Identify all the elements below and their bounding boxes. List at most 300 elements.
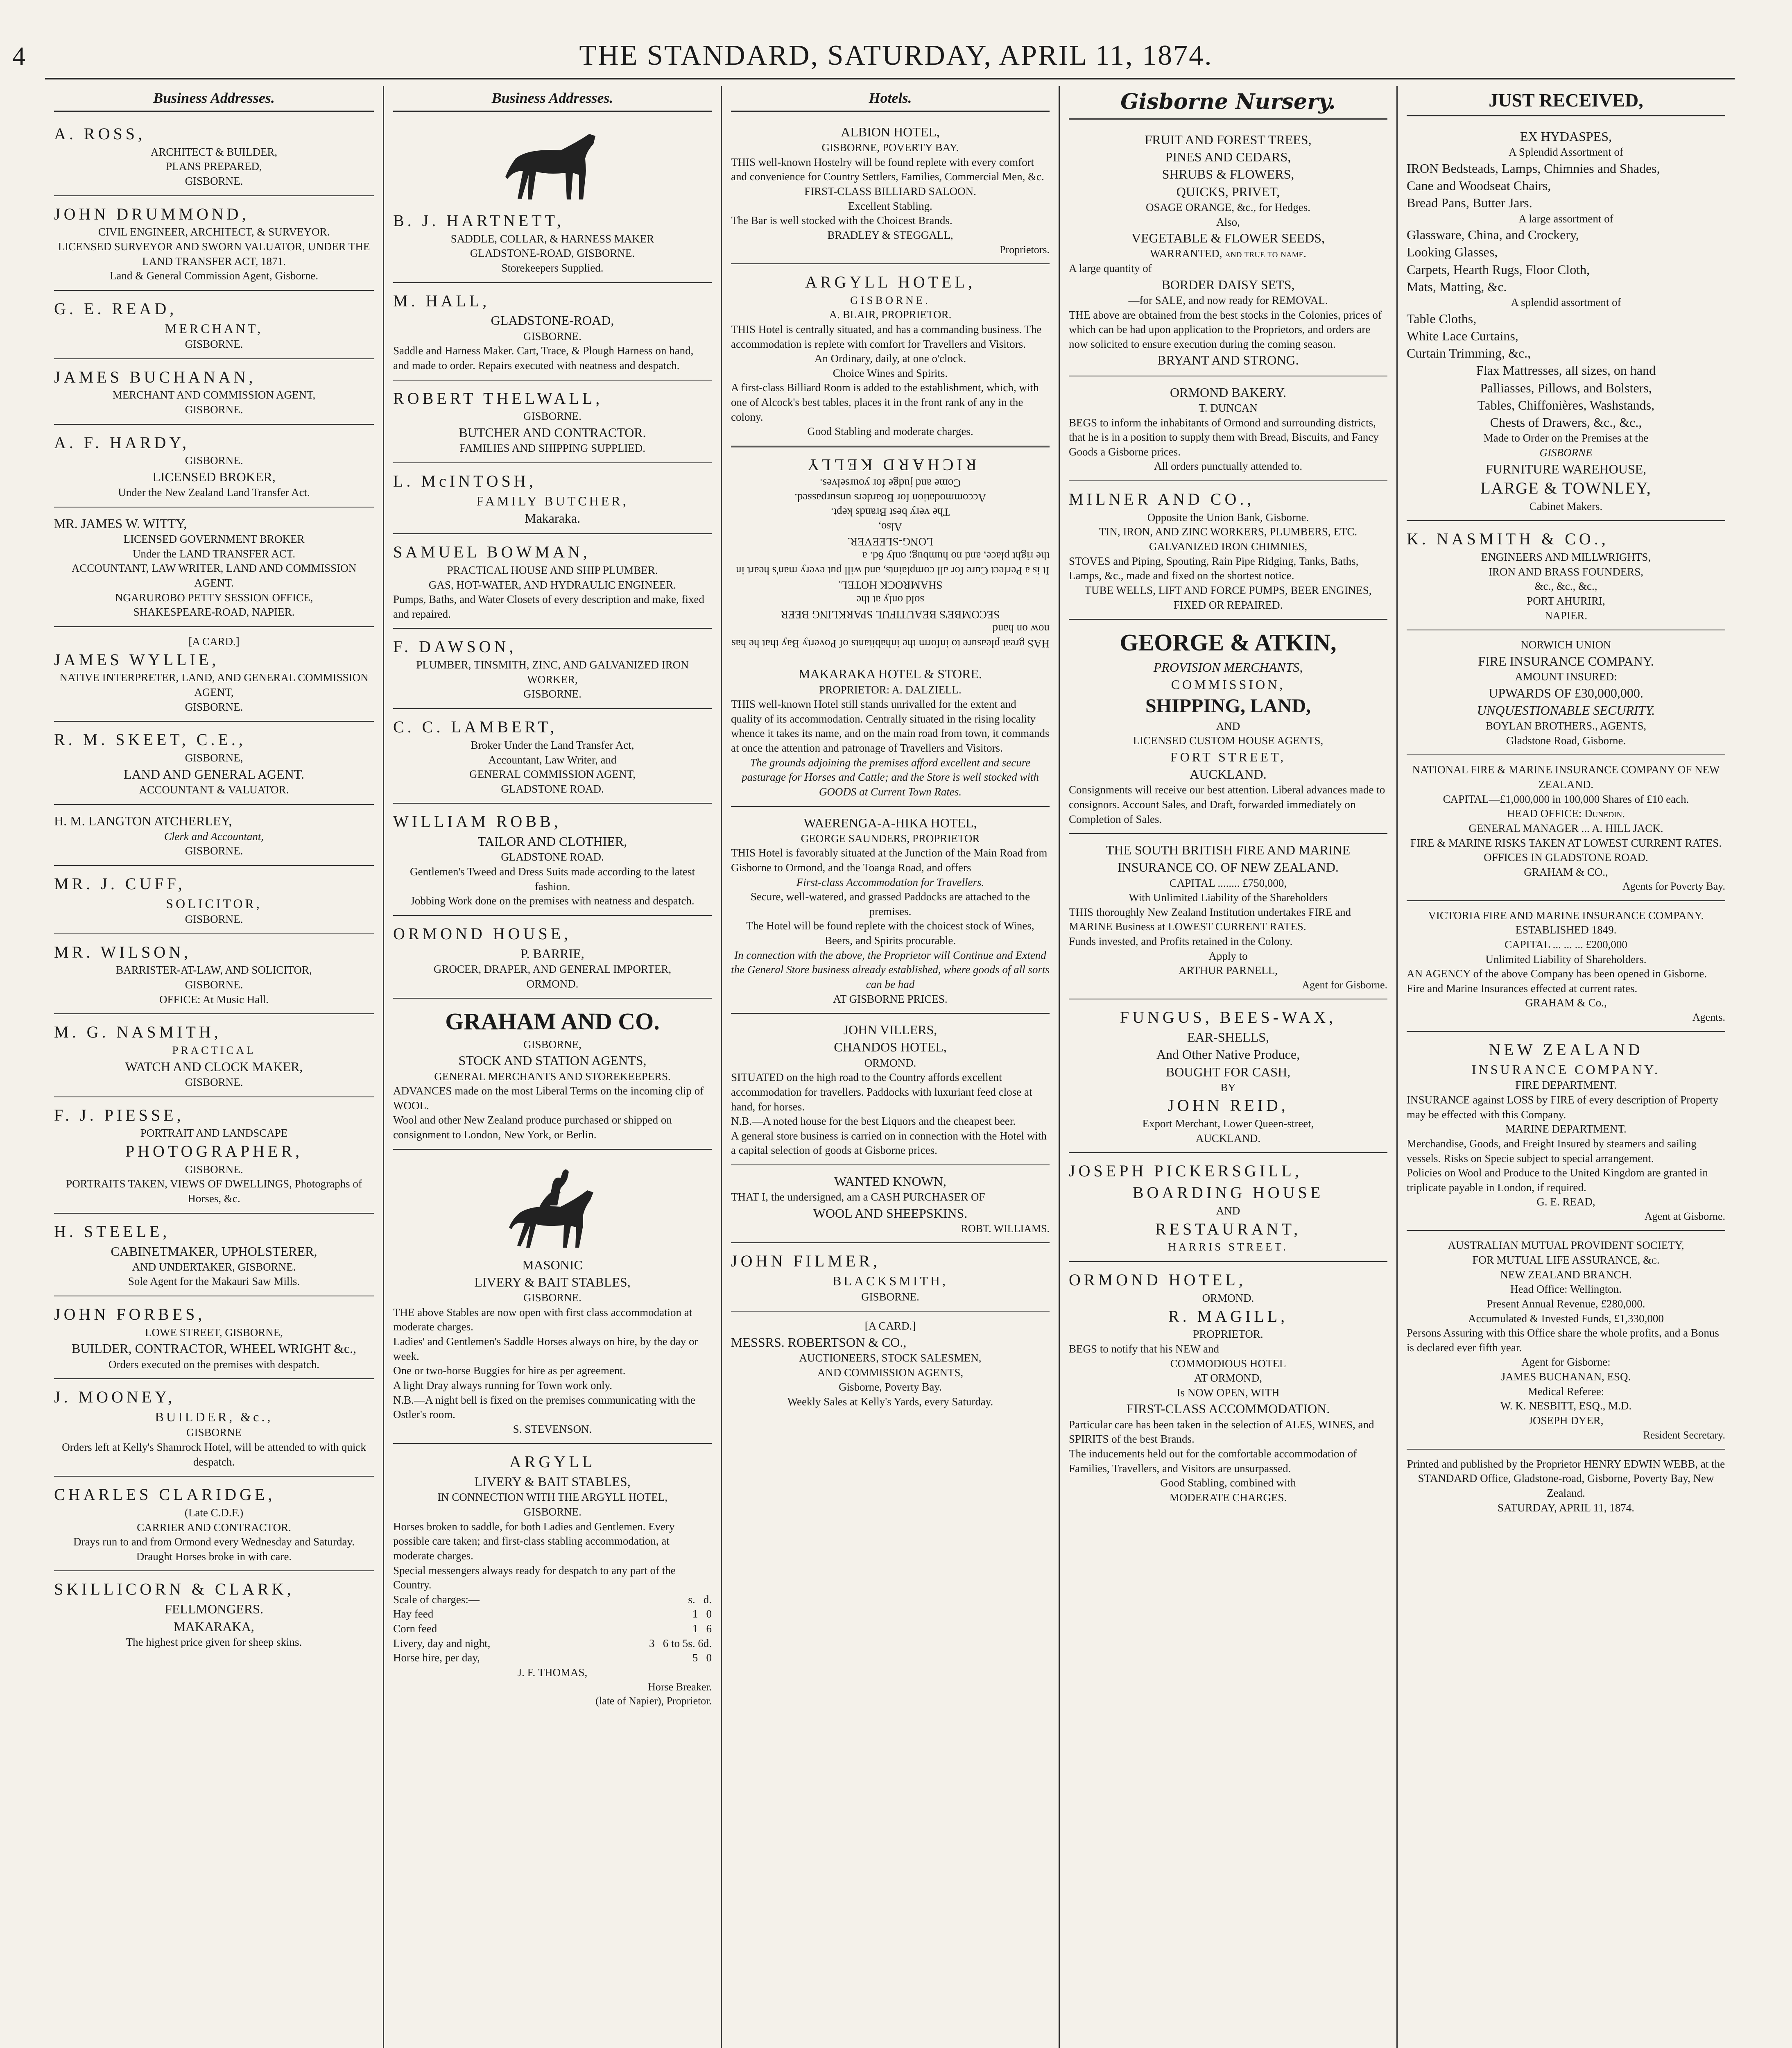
ad-line: A Splendid Assortment of xyxy=(1509,146,1623,159)
ad-line: THIS Hotel is centrally situated, and has a commanding business. The accommodation is replete with comfort for Travellers and Visitors. xyxy=(731,323,1042,350)
ad-line: AT ORMOND, xyxy=(1194,1372,1263,1384)
ad-line: BUILDER, CONTRACTOR, WHEEL WRIGHT &c., xyxy=(71,1341,357,1356)
masthead-rule xyxy=(45,78,1735,79)
ad-line: ORMOND. xyxy=(864,1056,916,1069)
ad-wyllie xyxy=(54,627,374,722)
ad-line: BOYLAN BROTHERS., AGENTS, xyxy=(1485,720,1647,732)
ad-name: FUNGUS, BEES-WAX, xyxy=(1120,1008,1337,1027)
ad-line: Orders left at Kelly's Shamrock Hotel, will be attended to with quick despatch. xyxy=(62,1441,366,1468)
ad-line: LICENSED CUSTOM HOUSE AGENTS, xyxy=(1133,734,1324,747)
ad-line: OFFICES IN GLADSTONE ROAD. xyxy=(1484,851,1648,864)
ad-line: An Ordinary, daily, at one o'clock. xyxy=(814,352,966,365)
ad-name: ARGYLL HOTEL, xyxy=(805,272,975,291)
ad-hartnett xyxy=(393,116,712,283)
ad-line: Secure, well-watered, and grassed Paddocks are attached to the premises. xyxy=(750,890,1030,918)
ad-line: ACCOUNTANT, LAW WRITER, LAND AND COMMISSION AGENT. xyxy=(71,562,357,589)
scale-row xyxy=(393,1607,712,1622)
ad-name: AUSTRALIAN MUTUAL PROVIDENT SOCIETY, xyxy=(1448,1239,1684,1252)
ad-line: T. DUNCAN xyxy=(1199,401,1258,414)
ad-line: PROPRIETOR: A. DALZIELL. xyxy=(819,683,962,696)
ad-line: Funds invested, and Profits retained in the Colony. xyxy=(1069,935,1293,948)
ad-line: GLADSTONE ROAD. xyxy=(501,851,604,863)
ad-line: Tables, Chiffonières, Washstands, xyxy=(1477,397,1655,412)
ad-line: SHRUBS & FLOWERS, xyxy=(1162,167,1294,182)
ad-amp-society xyxy=(1407,1231,1725,1449)
ad-line: GRAHAM & CO., xyxy=(1524,865,1608,878)
ad-line: Weekly Sales at Kelly's Yards, every Saturday. xyxy=(787,1395,993,1408)
ad-drummond xyxy=(54,196,374,291)
ad-skillicorn xyxy=(54,1571,374,1656)
ad-name: H. STEELE, xyxy=(54,1222,170,1241)
ad-line: COMMISSION, xyxy=(1171,677,1285,692)
ad-line: INSURANCE against LOSS by FIRE of every description of Property may be effected with this Company. xyxy=(1407,1094,1719,1121)
ad-line: MERCHANT AND COMMISSION AGENT, xyxy=(112,389,316,401)
columns xyxy=(45,86,1735,2048)
ad-robb xyxy=(393,804,712,916)
column-1-header: Business Addresses. xyxy=(54,86,374,112)
ad-line: Accountant, Law Writer, and xyxy=(488,753,617,766)
ad-line: Bread Pans, Butter Jars. xyxy=(1407,195,1532,211)
ad-name: M. HALL, xyxy=(393,291,490,310)
ad-line: Proprietors. xyxy=(999,243,1050,256)
ad-line: PORTRAITS TAKEN, VIEWS OF DWELLINGS, Photographs of Horses, &c. xyxy=(66,1178,362,1205)
ad-line: Chests of Drawers, &c., &c., xyxy=(1490,415,1642,430)
column-2 xyxy=(383,86,721,2048)
column-3 xyxy=(721,86,1059,2048)
ad-mooney xyxy=(54,1379,374,1477)
ad-name: F. J. PIESSE, xyxy=(54,1106,184,1124)
ad-line: CAPITAL ... ... ... £200,000 xyxy=(1505,938,1627,951)
ad-line: ADVANCES made on the most Liberal Terms on the incoming clip of WOOL. xyxy=(393,1085,704,1112)
ad-line: Fire and Marine Insurances effected at current rates. xyxy=(1407,982,1638,995)
ad-name: MR. JAMES W. WITTY, xyxy=(54,516,187,531)
scale-col: s. xyxy=(688,1593,695,1606)
ad-line: Export Merchant, Lower Queen-street, xyxy=(1142,1117,1314,1130)
ad-line: SITUATED on the high road to the Country affords excellent accommodation for travellers. Paddocks with luxuriant feed close at hand, for horses. xyxy=(731,1071,1032,1113)
column-2-header: Business Addresses. xyxy=(393,86,712,112)
ad-name: ARGYLL xyxy=(509,1452,596,1471)
ad-line: CARRIER AND CONTRACTOR. xyxy=(137,1521,291,1534)
ad-line: Orders executed on the premises with despatch. xyxy=(108,1358,320,1371)
ad-line: ORMOND. xyxy=(526,977,579,990)
ad-line: GISBORNE. xyxy=(185,1163,243,1176)
ad-argyll-hotel xyxy=(731,264,1050,446)
ad-line: G. E. READ, xyxy=(1536,1196,1595,1208)
ad-chandos-hotel xyxy=(731,1014,1050,1165)
ad-milner xyxy=(1069,481,1387,620)
ad-line: GISBORNE. xyxy=(185,403,243,416)
ad-pickersgill xyxy=(1069,1153,1387,1262)
ad-line: Also, xyxy=(878,521,902,533)
ad-buchanan xyxy=(54,359,374,425)
ad-line: BLACKSMITH, xyxy=(832,1273,948,1289)
ad-nasmith xyxy=(54,1014,374,1097)
ad-shamrock-hotel-inverted xyxy=(731,446,1050,658)
scale-item: Hay feed xyxy=(393,1608,434,1620)
ad-name: F. DAWSON, xyxy=(393,637,517,656)
ad-line: The highest price given for sheep skins. xyxy=(126,1636,302,1648)
ad-line: A large quantity of xyxy=(1069,262,1152,275)
ad-name: NORWICH UNION xyxy=(1520,639,1611,651)
scale-row xyxy=(393,1622,712,1636)
ad-line: CAPITAL ........ £750,000, xyxy=(1169,877,1287,889)
ad-name: ORMOND BAKERY. xyxy=(1170,385,1286,400)
column-1 xyxy=(45,86,383,2048)
ad-lambert xyxy=(393,709,712,804)
ad-line: Land & General Commission Agent, Gisborne. xyxy=(109,270,319,282)
ad-name: THE SOUTH BRITISH FIRE AND MARINE INSURANCE CO. OF NEW ZEALAND. xyxy=(1106,843,1351,875)
scale-item: Livery, day and night, xyxy=(393,1637,491,1649)
ad-line: ENGINEERS AND MILLWRIGHTS, xyxy=(1481,551,1651,564)
ad-line: TUBE WELLS, LIFT AND FORCE PUMPS, BEER ENGINES, FIXED OR REPAIRED. xyxy=(1084,584,1372,611)
ad-line: HAS great pleasure to inform the inhabitants of Poverty Bay that he has now on hand xyxy=(731,623,1050,650)
ad-line: STOCK AND STATION AGENTS, xyxy=(458,1053,647,1068)
ad-line: THIS well-known Hostelry will be found replete with every comfort and convenience for Country Settlers, Families, Commercial Men, &c. xyxy=(731,156,1044,183)
ad-name: ALBION HOTEL, xyxy=(841,125,940,139)
ad-name: WAERENGA-A-HIKA HOTEL, xyxy=(803,815,977,830)
ad-line: A first-class Billiard Room is added to the establishment, which, with one of Alcock's best tables, places it in the front rank of any in the colony. xyxy=(731,381,1039,423)
ad-line: BEGS to inform the inhabitants of Ormond and surrounding districts, that he is in a position to supply them with Bread, Biscuits, and Fancy Goods a Gisborne prices. xyxy=(1069,416,1379,458)
ad-line: PORTRAIT AND LANDSCAPE xyxy=(140,1127,288,1140)
ad-line: NEW ZEALAND BRANCH. xyxy=(1500,1268,1632,1281)
ad-line: A. BLAIR, PROPRIETOR. xyxy=(829,308,952,321)
ad-line: AT GISBORNE PRICES. xyxy=(833,992,948,1005)
ad-just-received xyxy=(1407,120,1725,521)
ad-line: GISBORNE, POVERTY BAY. xyxy=(821,141,959,154)
ad-line: GALVANIZED IRON CHIMNIES, xyxy=(1149,540,1308,553)
ad-line: FOR MUTUAL LIFE ASSURANCE, &c. xyxy=(1472,1254,1660,1266)
ad-read xyxy=(54,291,374,359)
ad-line: PHOTOGRAPHER, xyxy=(125,1142,303,1161)
column-4-header: Gisborne Nursery. xyxy=(1069,86,1387,120)
scale-header xyxy=(393,1593,712,1607)
ad-line: Medical Referee: xyxy=(1527,1385,1604,1398)
ad-line: Agents for Poverty Bay. xyxy=(1622,880,1725,893)
scale-s: 5 xyxy=(692,1652,698,1664)
ad-line: Under the New Zealand Land Transfer Act. xyxy=(118,486,310,499)
ad-line: THIS well-known Hotel still stands unrivalled for the extent and quality of its accommodation. Centrally situated in the rising locality whence it takes its name, and on the main road from town, it commands at once the attention and patronage of Travellers and Visitors. xyxy=(731,698,1050,754)
ad-line: VEGETABLE & FLOWER SEEDS, xyxy=(1131,231,1325,246)
ad-line: CAPITAL—£1,000,000 in 100,000 Shares of £10 each. xyxy=(1443,793,1689,805)
ad-name: VICTORIA FIRE AND MARINE INSURANCE COMPANY. xyxy=(1428,909,1704,922)
ad-line: FORT STREET, xyxy=(1170,749,1286,764)
ad-line: QUICKS, PRIVET, xyxy=(1176,184,1280,199)
ad-name: MASONIC xyxy=(522,1257,583,1272)
ad-line: SHIPPING, LAND, xyxy=(1145,695,1311,717)
ad-line: GISBORNE, xyxy=(523,1038,581,1051)
ad-line: Under the LAND TRANSFER ACT. xyxy=(132,547,296,560)
ad-line: FRUIT AND FOREST TREES, xyxy=(1145,132,1312,147)
ad-line: Storekeepers Supplied. xyxy=(501,262,604,274)
ad-line: Sole Agent for the Makauri Saw Mills. xyxy=(128,1275,300,1288)
ad-line: GENERAL COMMISSION AGENT, xyxy=(469,768,636,781)
ad-line: PLUMBER, TINSMITH, ZINC, AND GALVANIZED IRON WORKER, xyxy=(416,659,689,686)
ad-name: SAMUEL BOWMAN, xyxy=(393,543,591,562)
ad-nz-insurance xyxy=(1407,1032,1725,1231)
ad-name: GEORGE & ATKIN, xyxy=(1120,629,1337,656)
ad-line: Wool and other New Zealand produce purchased or shipped on consignment to London, New York, or Berlin. xyxy=(393,1114,672,1141)
ad-line: WOOL AND SHEEPSKINS. xyxy=(813,1205,968,1221)
ad-line: PINES AND CEDARS, xyxy=(1165,150,1291,165)
scale-row xyxy=(393,1636,712,1651)
ad-line: WATCH AND CLOCK MAKER, xyxy=(125,1059,303,1074)
ad-line: A general store business is carried on in connection with the Hotel with a capital selection of goods at Gisborne prices. xyxy=(731,1129,1047,1157)
ad-name: A. F. HARDY, xyxy=(54,433,190,452)
ad-line: Good Stabling and moderate charges. xyxy=(807,425,973,438)
ad-line: Carpets, Hearth Rugs, Floor Cloth, xyxy=(1407,262,1590,277)
ad-line: LAND AND GENERAL AGENT. xyxy=(124,766,304,782)
ad-line: Agent for Gisborne: xyxy=(1521,1356,1611,1368)
ad-line: BY xyxy=(1220,1081,1236,1094)
ad-line: AN AGENCY of the above Company has been opened in Gisborne. xyxy=(1407,967,1707,980)
ad-line: Cane and Woodseat Chairs, xyxy=(1407,178,1551,193)
ad-line: CABINETMAKER, UPHOLSTERER, xyxy=(111,1244,317,1259)
ad-line: It is a Perfect Cure for all complaints, and will put every man's heart in the right place, and no humbug; only 6d. a xyxy=(736,550,1050,577)
ad-name: J. MOONEY, xyxy=(54,1388,175,1407)
ad-line: White Lace Curtains, xyxy=(1407,328,1518,343)
ad-thelwall xyxy=(393,381,712,463)
ad-line: LIVERY & BAIT STABLES, xyxy=(474,1474,631,1489)
ad-line: GENERAL MERCHANTS AND STOREKEEPERS. xyxy=(434,1070,671,1083)
ad-line: Gisborne, Poverty Bay. xyxy=(839,1381,942,1393)
ad-wilson xyxy=(54,934,374,1015)
ad-victoria-insurance xyxy=(1407,901,1725,1032)
ad-norwich-union xyxy=(1407,630,1725,755)
ad-line: Pumps, Baths, and Water Closets of every description and make, fixed and repaired. xyxy=(393,593,704,620)
ad-line: IN CONNECTION WITH THE ARGYLL HOTEL, xyxy=(437,1491,667,1504)
ad-line: BOARDING HOUSE xyxy=(1132,1183,1324,1202)
ad-line: Unlimited Liability of Shareholders. xyxy=(1485,953,1647,965)
ad-name: M. G. NASMITH, xyxy=(54,1023,222,1042)
ad-line: The Bar is well stocked with the Choicest Brands. xyxy=(731,214,953,227)
ad-line: AUCKLAND. xyxy=(1195,1132,1261,1144)
ad-line: Policies on Wool and Produce to the United Kingdom are granted in triplicate payable in London, if required. xyxy=(1407,1167,1708,1194)
ad-signature: Horse Breaker. xyxy=(648,1681,712,1693)
scale-s: 1 xyxy=(692,1622,698,1635)
scale-col: d. xyxy=(703,1593,712,1606)
ad-skeet xyxy=(54,722,374,804)
ad-line: STOVES and Piping, Spouting, Rain Pipe Ridging, Tanks, Baths, Lamps, &c., made and fixed on the shortest notice. xyxy=(1069,555,1359,582)
ad-line: THE above Stables are now open with first class accommodation at moderate charges. xyxy=(393,1306,692,1333)
ad-line: Consignments will receive our best attention. Liberal advances made to consignors. Account Sales, and Draft, forwarded immediately on Completion of Sales. xyxy=(1069,784,1385,825)
ad-line: Gentlemen's Tweed and Dress Suits made according to the latest fashion. xyxy=(410,865,695,893)
ad-national-insurance xyxy=(1407,755,1725,901)
ad-line: Looking Glasses, xyxy=(1407,245,1498,260)
ad-line: Jobbing Work done on the premises with neatness and despatch. xyxy=(410,895,695,907)
ad-line: Mats, Matting, &c. xyxy=(1407,279,1507,294)
imprint-date: SATURDAY, APRIL 11, 1874. xyxy=(1497,1501,1635,1514)
ad-line: The Hotel will be found replete with the choicest stock of Wines, Beers, and Spirits procurable. xyxy=(746,920,1034,947)
ad-line: GISBORNE. xyxy=(185,913,243,926)
ad-line: A splendid assortment of xyxy=(1511,296,1621,309)
ad-line: COMMODIOUS HOTEL xyxy=(1170,1357,1286,1370)
ad-piesse xyxy=(54,1097,374,1214)
ad-line: AND COMMISSION AGENTS, xyxy=(817,1366,964,1379)
ad-name: L. McINTOSH, xyxy=(393,471,536,490)
ad-line: Glassware, China, and Crockery, xyxy=(1407,227,1579,242)
ad-line: GAS, HOT-WATER, AND HYDRAULIC ENGINEER. xyxy=(428,578,677,591)
ad-line: All orders punctually attended to. xyxy=(1154,460,1303,473)
ad-line: THIS thoroughly New Zealand Institution undertakes FIRE and MARINE Business at LOWEST CURRENT RATES. xyxy=(1069,906,1351,933)
scale-d: 0 xyxy=(706,1608,712,1620)
ad-line: GISBORNE xyxy=(186,1426,242,1439)
ad-name: WILLIAM ROBB, xyxy=(393,812,561,831)
ad-line: R. MAGILL, xyxy=(1168,1307,1288,1325)
ad-line: Accumulated & Invested Funds, £1,330,000 xyxy=(1468,1312,1664,1325)
ad-cuff xyxy=(54,866,374,934)
ad-line: FIRE INSURANCE COMPANY. xyxy=(1478,653,1654,668)
ad-line: GISBORNE. xyxy=(850,294,930,306)
ad-line: LICENSED BROKER, xyxy=(152,469,276,485)
ad-line: PROVISION MERCHANTS, xyxy=(1153,659,1303,675)
ad-name: H. M. LANGTON ATCHERLEY, xyxy=(54,813,232,828)
ad-line: BUILDER, &c., xyxy=(155,1409,273,1425)
ad-line: INSURANCE COMPANY. xyxy=(1471,1062,1661,1077)
scale-d: 6 to 5s. 6d. xyxy=(663,1637,712,1649)
ad-name: ROBERT THELWALL, xyxy=(393,389,603,408)
ad-line: WARRANTED, and true to name. xyxy=(1150,247,1306,260)
ad-line: LICENSED SURVEYOR AND SWORN VALUATOR, UNDER THE LAND TRANSFER ACT, 1871. xyxy=(58,240,370,267)
scale-d: 6 xyxy=(706,1622,712,1635)
ad-line: Makaraka. xyxy=(525,510,580,526)
ad-line: TIN, IRON, AND ZINC WORKERS, PLUMBERS, ETC. xyxy=(1099,526,1358,538)
ad-line: FIRST-CLASS BILLIARD SALOON. xyxy=(804,185,976,198)
ad-name: SKILLICORN & CLARK, xyxy=(54,1580,294,1599)
ad-filmer xyxy=(731,1243,1050,1312)
rider-illustration xyxy=(495,1160,610,1254)
ad-line: Curtain Trimming, &c., xyxy=(1407,346,1531,361)
ad-line: LONG-SLEEVER. xyxy=(847,535,933,548)
ad-line: Apply to xyxy=(1208,949,1248,962)
ad-line: Gladstone Road, Gisborne. xyxy=(1506,734,1626,747)
column-3-header: Hotels. xyxy=(731,86,1050,112)
ad-graham xyxy=(393,999,712,1150)
ad-line: Palliasses, Pillows, and Bolsters, xyxy=(1480,380,1652,395)
ad-line: GISBORNE. xyxy=(523,688,581,700)
ad-imprint xyxy=(1407,1450,1725,1522)
ad-line: First-class Accommodation for Travellers. xyxy=(796,876,984,888)
ad-line: ARTHUR PARNELL, xyxy=(1179,964,1278,977)
ad-robertson xyxy=(731,1312,1050,1416)
ad-line: ARCHITECT & BUILDER, xyxy=(150,145,278,158)
ad-line: Drays run to and from Ormond every Wednesday and Saturday. xyxy=(73,1536,355,1548)
ad-line: PRACTICAL xyxy=(172,1044,256,1057)
ad-line: Come and judge for yourselves. xyxy=(819,477,961,489)
ad-name: MR. WILSON, xyxy=(54,942,192,961)
ad-line: N.B.—A night bell is fixed on the premises communicating with the Ostler's room. xyxy=(393,1393,695,1421)
ad-south-british xyxy=(1069,834,1387,999)
ad-name: MILNER AND CO., xyxy=(1069,490,1255,508)
ad-line: GLADSTONE-ROAD, GISBORNE. xyxy=(470,247,635,260)
ad-line: AMOUNT INSURED: xyxy=(1515,671,1617,683)
ad-line: Choice Wines and Spirits. xyxy=(833,367,948,379)
ad-line: AND UNDERTAKER, GISBORNE. xyxy=(132,1260,296,1273)
ad-line: Cabinet Makers. xyxy=(1529,500,1603,512)
ad-name: JAMES WYLLIE, xyxy=(54,650,219,669)
ad-ormond-bakery xyxy=(1069,376,1387,481)
ad-line: Agents. xyxy=(1692,1011,1725,1024)
ad-line: GLADSTONE ROAD. xyxy=(501,782,604,795)
ad-line: Particular care has been taken in the selection of ALES, WINES, and SPIRITS of the best Brands. xyxy=(1069,1418,1374,1445)
ad-line: Head Office: Wellington. xyxy=(1510,1283,1622,1296)
ad-name: JOHN VILLERS, xyxy=(843,1022,937,1038)
ad-line: And Other Native Produce, xyxy=(1156,1047,1300,1062)
ad-name: GRAHAM AND CO. xyxy=(445,1008,660,1035)
ad-line: Flax Mattresses, all sizes, on hand xyxy=(1476,363,1656,378)
scale-title: Scale of charges:— xyxy=(393,1593,480,1606)
ad-argyll-stables xyxy=(393,1444,712,1715)
ad-line: BRYANT AND STRONG. xyxy=(1157,353,1299,368)
ad-line: A light Dray always running for Town work only. xyxy=(393,1379,613,1391)
ad-line: OFFICE: At Music Hall. xyxy=(159,993,269,1006)
ad-name: ORMOND HOUSE, xyxy=(393,924,572,943)
ad-line: SADDLE, COLLAR, & HARNESS MAKER xyxy=(450,232,654,245)
ad-line: LIVERY & BAIT STABLES, xyxy=(474,1274,631,1289)
ad-line: EAR-SHELLS, xyxy=(1187,1030,1269,1045)
ad-line: Table Cloths, xyxy=(1407,311,1477,326)
ad-makaraka-hotel xyxy=(731,658,1050,807)
ad-line: Good Stabling, combined with xyxy=(1160,1477,1296,1489)
ad-george-atkin xyxy=(1069,620,1387,834)
ad-line: IRON Bedsteads, Lamps, Chimnies and Shades, xyxy=(1407,161,1660,176)
ad-line: GISBORNE. xyxy=(185,979,243,991)
ad-ormond-house xyxy=(393,916,712,999)
masthead xyxy=(0,0,1792,82)
ad-line: Ladies' and Gentlemen's Saddle Horses always on hire, by the day or week. xyxy=(393,1335,698,1362)
ad-nasmith-co xyxy=(1407,521,1725,630)
ad-name: MAKARAKA HOTEL & STORE. xyxy=(798,666,982,682)
ad-line: GISBORNE. xyxy=(861,1290,919,1303)
ad-line: —for SALE, and now ready for REMOVAL. xyxy=(1128,294,1328,306)
ad-line: Present Annual Revenue, £280,000. xyxy=(1487,1297,1645,1310)
ad-line: THIS Hotel is favorably situated at the Junction of the Main Road from Gisborne to Ormond, and the Toanga Road, and offers xyxy=(731,847,1048,874)
horse-illustration xyxy=(491,126,614,208)
ad-line: P. BARRIE, xyxy=(520,946,584,961)
ad-line: CIVIL ENGINEER, ARCHITECT, & SURVEYOR. xyxy=(98,226,330,238)
ad-line: JOHN REID, xyxy=(1168,1096,1289,1115)
ad-name: G. E. READ, xyxy=(54,299,177,318)
ad-name: WANTED KNOWN, xyxy=(834,1174,946,1189)
ad-masonic-stables xyxy=(393,1150,712,1444)
scale-s: 3 xyxy=(649,1637,655,1649)
ad-steele xyxy=(54,1214,374,1296)
ad-hall xyxy=(393,283,712,381)
ad-line: The very best Brands kept. xyxy=(830,506,950,519)
ad-nursery xyxy=(1069,124,1387,376)
ad-line: PORT AHURIRI, xyxy=(1527,594,1605,607)
ad-line: Merchandise, Goods, and Freight Insured by steamers and sailing vessels. Risks on Specie subject to special arrangement. xyxy=(1407,1137,1697,1164)
ad-line: UPWARDS OF £30,000,000. xyxy=(1489,685,1643,700)
ad-line: JAMES BUCHANAN, ESQ. xyxy=(1501,1371,1631,1383)
ad-line: In connection with the above, the Proprietor will Continue and Extend the General Store business already established, where goods of all sorts can be had xyxy=(731,949,1050,990)
ad-line: OSAGE ORANGE, &c., for Hedges. xyxy=(1146,201,1310,213)
ad-signature: J. F. THOMAS, xyxy=(517,1666,588,1679)
ad-line: Draught Horses broke in with care. xyxy=(136,1550,292,1563)
ad-name: K. NASMITH & CO., xyxy=(1407,530,1609,548)
ad-line: S. STEVENSON. xyxy=(513,1423,592,1435)
ad-line: Accommodation for Boarders unsurpassed. xyxy=(794,492,986,504)
ad-name: JOHN FORBES, xyxy=(54,1305,206,1323)
ad-line: THAT I, the undersigned, am a CASH PURCHASER OF xyxy=(731,1191,985,1203)
ad-line: Clerk and Accountant, xyxy=(164,830,264,843)
scale-d: 0 xyxy=(706,1652,712,1664)
ad-line: HARRIS STREET. xyxy=(1168,1241,1288,1253)
ad-line: [A CARD.] xyxy=(188,635,240,648)
ad-line: AUCKLAND. xyxy=(1190,767,1267,782)
ad-name: NATIONAL FIRE & MARINE INSURANCE COMPANY OF NEW ZEALAND. xyxy=(1412,763,1720,791)
ad-line: FAMILY BUTCHER, xyxy=(476,493,629,508)
ad-mcintosh xyxy=(393,463,712,534)
